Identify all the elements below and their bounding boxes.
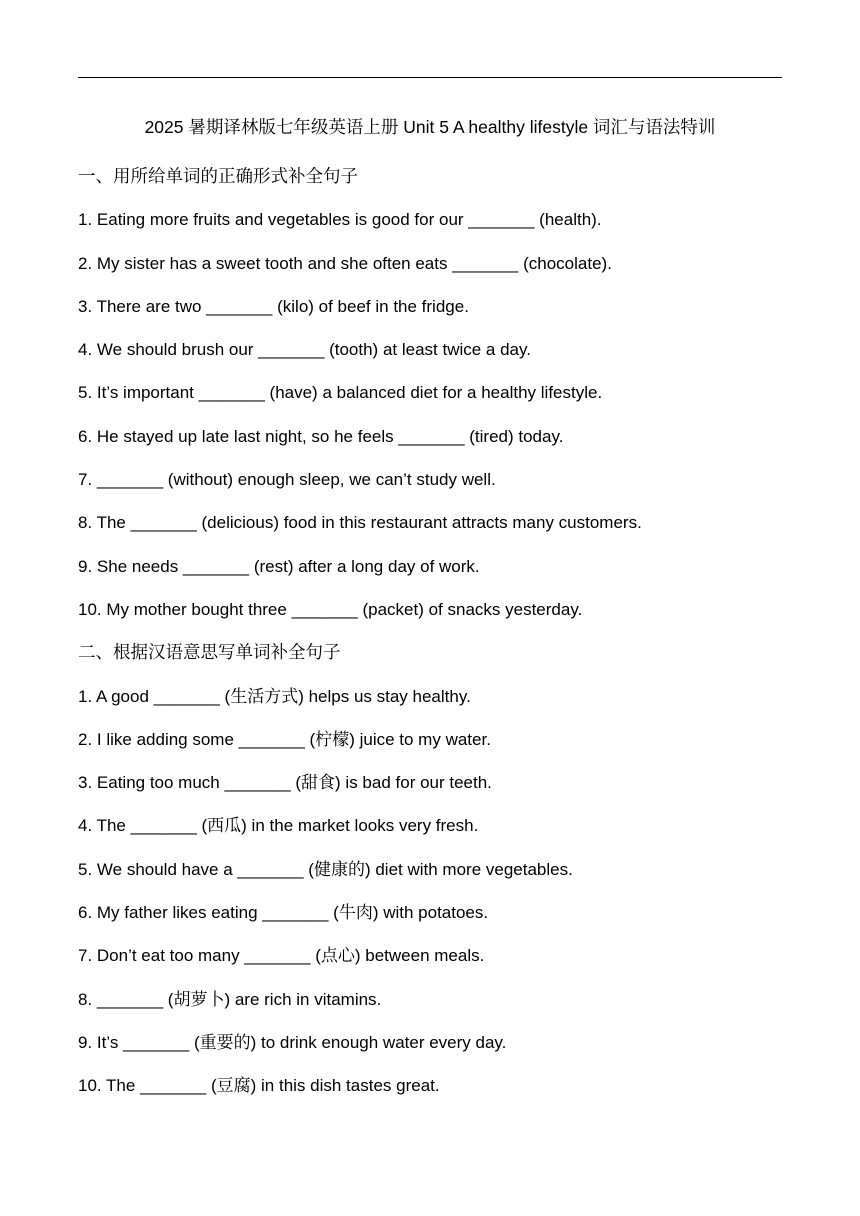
section-2-heading: 二、根据汉语意思写单词补全句子 [78,643,341,664]
exercise-item: 10. My mother bought three _______ (packet) of snacks yesterday. [78,599,583,619]
exercise-item: 7. _______ (without) enough sleep, we can’t study well. [78,470,496,490]
exercise-item: 2. I like adding some _______ (柠檬) juice to my water. [78,729,491,749]
exercise-item: 10. The _______ (豆腐) in this dish tastes great. [78,1076,440,1096]
exercise-item: 8. The _______ (delicious) food in this restaurant attracts many customers. [78,513,642,533]
exercise-item: 8. _______ (胡萝卜) are rich in vitamins. [78,989,382,1009]
exercise-item: 9. It’s _______ (重要的) to drink enough water every day. [78,1032,507,1052]
document-body [78,163,798,1116]
section-1-heading: 一、用所给单词的正确形式补全句子 [78,167,358,187]
exercise-item: 1. Eating more fruits and vegetables is good for our _______ (health). [78,210,602,230]
exercise-item: 2. My sister has a sweet tooth and she often eats _______ (chocolate). [78,253,612,273]
exercise-item: 3. Eating too much _______ (甜食) is bad for our teeth. [78,773,492,793]
exercise-item: 4. We should brush our _______ (tooth) at least twice a day. [78,340,531,360]
document-title: 2025 暑期译林版七年级英语上册 Unit 5 A healthy lifestyle 词汇与语法特训 [144,117,716,137]
exercise-item: 5. We should have a _______ (健康的) diet with more vegetables. [78,859,573,879]
header-rule [78,77,782,78]
exercise-item: 3. There are two _______ (kilo) of beef in the fridge. [78,296,469,316]
exercise-item: 6. My father likes eating _______ (牛肉) with potatoes. [78,903,489,923]
exercise-item: 6. He stayed up late last night, so he feels _______ (tired) today. [78,426,564,446]
exercise-item: 5. It’s important _______ (have) a balanced diet for a healthy lifestyle. [78,383,603,403]
exercise-item: 7. Don’t eat too many _______ (点心) between meals. [78,946,485,966]
exercise-item: 9. She needs _______ (rest) after a long day of work. [78,556,480,576]
exercise-item: 1. A good _______ (生活方式) helps us stay healthy. [78,686,471,706]
exercise-item: 4. The _______ (西瓜) in the market looks very fresh. [78,816,479,836]
